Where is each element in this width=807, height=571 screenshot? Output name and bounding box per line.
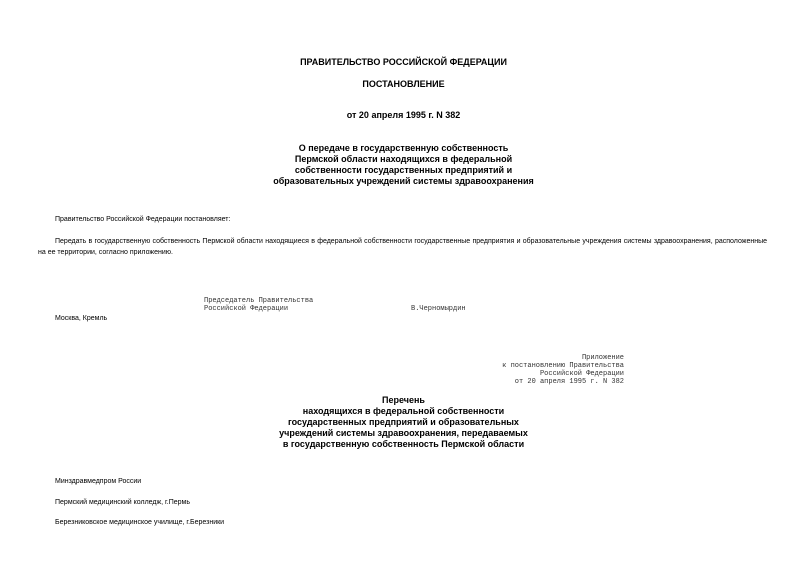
intro-text: Правительство Российской Федерации постановляет: — [55, 216, 231, 223]
signatory-name: В.Черномырдин — [411, 305, 466, 313]
list-title-line: находящихся в федеральной собственности — [302, 406, 505, 416]
document-title — [0, 143, 807, 187]
list-title-line: государственных предприятий и образовательных — [288, 417, 519, 427]
list-item: Пермский медицинский колледж, г.Пермь — [55, 499, 190, 506]
document-title-line: О передаче в государственную собственность — [298, 143, 509, 153]
document-title-line: собственности государственных предприятий и — [294, 165, 513, 175]
list-title-line: учреждений системы здравоохранения, передаваемых — [279, 428, 528, 438]
document-type-heading: ПОСТАНОВЛЕНИЕ — [362, 79, 445, 89]
government-heading: ПРАВИТЕЛЬСТВО РОССИЙСКОЙ ФЕДЕРАЦИИ — [300, 57, 507, 67]
appendix-note — [420, 354, 624, 386]
document-date-number: от 20 апреля 1995 г. N 382 — [346, 110, 461, 120]
document-title-line: Пермской области находящихся в федеральной — [294, 154, 513, 164]
ministry-heading: Минздравмедпром России — [55, 478, 142, 485]
signatory-position-line2: Российской Федерации — [204, 305, 289, 313]
list-title — [0, 395, 807, 450]
document-title-line: образовательных учреждений системы здравоохранения — [273, 176, 534, 186]
list-item: Березниковское медицинское училище, г.Березники — [55, 519, 225, 526]
list-title-line: в государственную собственность Пермской области — [282, 439, 525, 449]
appendix-note-line: Приложение — [581, 354, 624, 362]
list-title-line: Перечень — [382, 395, 425, 405]
appendix-note-line: Российской Федерации — [539, 370, 624, 378]
resolution-paragraph: Передать в государственную собственность Пермской области находящиеся в федеральной собственности государственные предприятия и образовательные учреждения системы здравоохранения, расположенные на ее территории, согласно приложению. — [38, 238, 767, 256]
signatory-position-line1: Председатель Правительства — [204, 297, 314, 305]
signing-place: Москва, Кремль — [55, 315, 108, 322]
appendix-note-line: к постановлению Правительства — [502, 362, 624, 370]
appendix-note-line: от 20 апреля 1995 г. N 382 — [514, 378, 624, 386]
